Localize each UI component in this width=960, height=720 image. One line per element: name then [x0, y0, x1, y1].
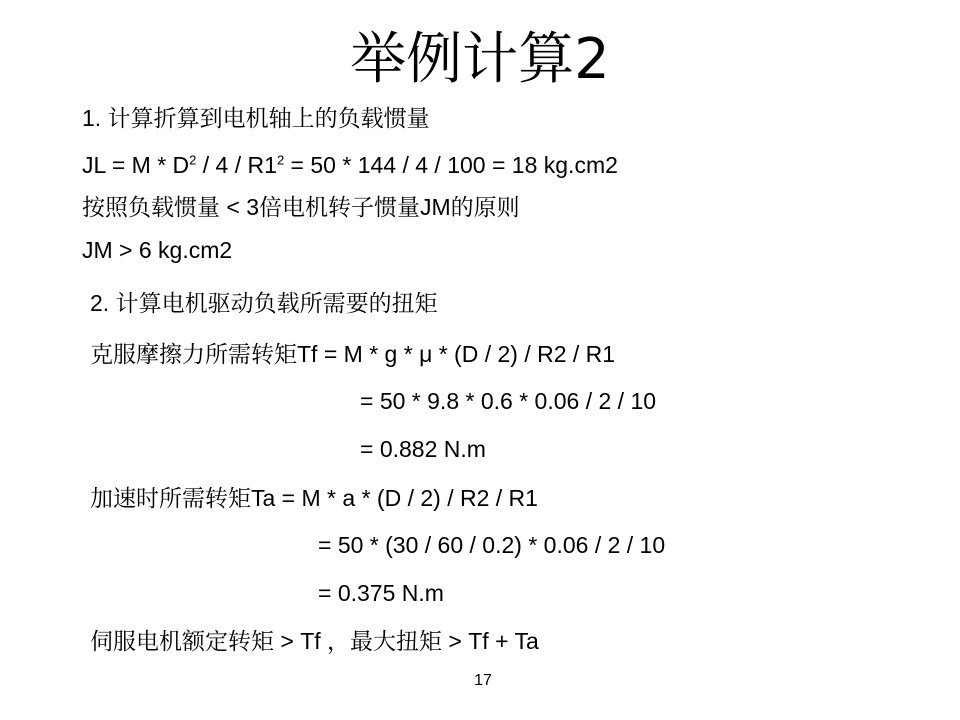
- tf-calculation-step: = 50 * 9.8 * 0.6 * 0.06 / 2 / 10: [360, 388, 657, 414]
- section1-heading: 1. 计算折算到电机轴上的负载惯量: [82, 105, 430, 131]
- slide-title: 举例计算2: [350, 27, 610, 92]
- inertia-principle: 按照负载惯量 < 3倍电机转子惯量JM的原则: [82, 194, 520, 220]
- motor-torque-conclusion: 伺服电机额定转矩 > Tf ，最大扭矩 > Tf + Ta: [90, 628, 539, 654]
- ta-calculation-step: = 50 * (30 / 60 / 0.2) * 0.06 / 2 / 10: [318, 532, 666, 558]
- jl-formula-part3: = 50 * 144 / 4 / 100 = 18 kg.cm2: [284, 152, 618, 178]
- jl-formula-part2: / 4 / R1: [196, 152, 277, 178]
- jl-formula: [82, 150, 618, 180]
- section2-heading: 2. 计算电机驱动负载所需要的扭矩: [90, 290, 438, 316]
- tf-result: = 0.882 N.m: [360, 436, 486, 462]
- jl-formula-exp2: 2: [276, 152, 285, 168]
- tf-formula: 克服摩擦力所需转矩Tf = M * g * μ * (D / 2) / R2 / R1: [90, 341, 616, 367]
- ta-formula: 加速时所需转矩Ta = M * a * (D / 2) / R2 / R1: [90, 485, 538, 511]
- jl-formula-exp1: 2: [189, 152, 197, 168]
- jl-formula-part1: JL = M * D: [82, 152, 190, 178]
- jm-result: JM > 6 kg.cm2: [82, 237, 233, 263]
- page-number: 17: [474, 672, 492, 689]
- ta-result: = 0.375 N.m: [318, 580, 444, 606]
